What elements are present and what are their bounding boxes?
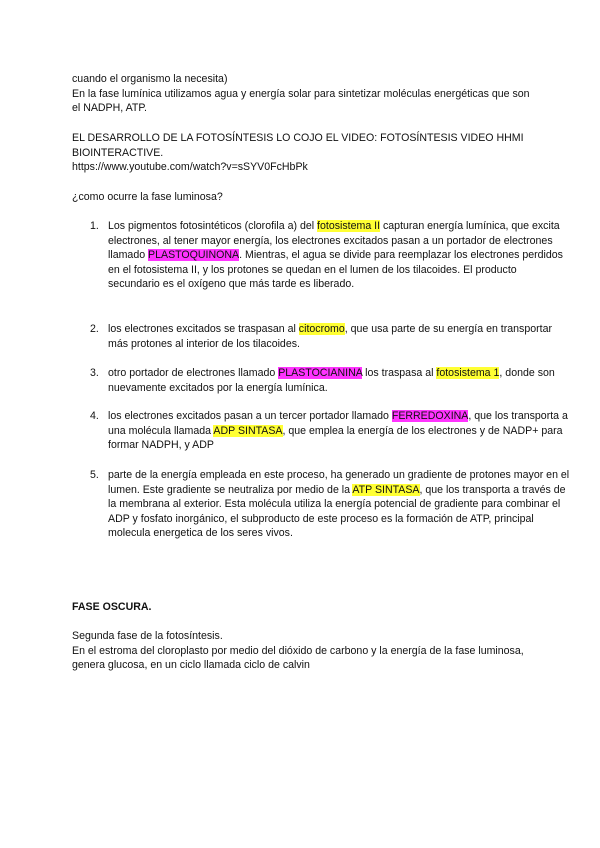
intro-section <box>72 72 532 116</box>
question-section <box>72 190 532 205</box>
step-text: , que los transporta a una molécula llamada <box>108 410 568 437</box>
step-text: capturan energía lumínica, que excita electrones, al tener mayor energía, los electrones excitados pasan a un portador de electrones llamado <box>108 220 560 262</box>
step-text: , que emplea la energía de los electrones y de NADP+ para formar NADPH, y ADP <box>108 424 563 452</box>
dark-phase-line-2: En el estroma del cloroplasto por medio del dióxido de carbono y la energía de la fase luminosa, genera glucosa, en un ciclo llamada ciclo de calvin <box>72 644 524 672</box>
highlight-plastoquinona: PLASTOQUINONA <box>148 249 240 262</box>
highlight-ferredoxina: FERREDOXINA <box>391 410 469 422</box>
highlight-fotosistema-1: fotosistema 1 <box>436 367 500 379</box>
step-item-3 <box>72 366 570 395</box>
step-item-5 <box>72 468 570 541</box>
source-section <box>72 131 532 175</box>
dark-phase-line-1: Segunda fase de la fotosíntesis. <box>72 630 223 642</box>
step-text: parte de la energía empleada en este proceso, ha generado un gradiente de protones mayor en el lumen. Este gradiente se neutraliza por medio de la <box>108 469 570 496</box>
source-url[interactable]: https://www.youtube.com/watch?v=sSYV0FcHbPk <box>72 161 308 174</box>
highlight-citocromo: citocromo <box>298 323 345 335</box>
step-item-4 <box>72 409 570 453</box>
intro-line-1: cuando el organismo la necesita) <box>72 73 228 85</box>
step-text: otro portador de electrones llamado <box>108 367 279 379</box>
step-text: , donde son nuevamente excitados por la energía lumínica. <box>108 367 555 394</box>
highlight-adp-sintasa: ADP SINTASA <box>213 424 283 437</box>
step-item-1 <box>72 219 570 292</box>
step-number: 5. <box>90 469 99 481</box>
step-number: 1. <box>90 220 99 232</box>
step-number: 2. <box>90 323 99 335</box>
step-item-2 <box>72 322 570 351</box>
step-text: los electrones excitados se traspasan al <box>108 323 299 335</box>
step-text: Los pigmentos fotosintéticos (clorofila a) del <box>108 220 318 232</box>
highlight-plastocianina: PLASTOCIANINA <box>278 367 363 379</box>
dark-phase-section <box>72 629 532 673</box>
step-text: los electrones excitados pasan a un tercer portador llamado <box>108 410 392 422</box>
step-text: . Mientras, el agua se divide para reemplazar los electrones perdidos en el fotosistema II, y los protones se quedan en el lumen de los tilacoides. El producto secundario es el oxígeno que más tarde es liberado. <box>108 249 563 291</box>
intro-line-2: En la fase lumínica utilizamos agua y energía solar para sintetizar moléculas energéticas que son el NADPH, ATP. <box>72 87 530 115</box>
step-text: , que usa parte de su energía en transportar más protones al interior de los tilacoides. <box>108 323 553 350</box>
step-number: 4. <box>90 410 99 422</box>
step-number: 3. <box>90 367 99 379</box>
source-title: EL DESARROLLO DE LA FOTOSÍNTESIS LO COJO EL VIDEO: FOTOSÍNTESIS VIDEO HHMI BIOINTERACTIVE. <box>72 132 524 159</box>
step-text: los traspasa al <box>362 367 437 379</box>
step-text: , que los transporta a través de la membrana al exterior. Esta molécula utiliza la energía potencial de gradiente para combinar el ADP y fosfato inorgánico, el subproducto de este proceso es la formación de ATP, principal molecula energetica de los seres vivos. <box>108 483 566 540</box>
dark-phase-heading-section <box>72 600 532 615</box>
highlight-atp-sintasa: ATP SINTASA <box>352 483 420 496</box>
question-heading: ¿como ocurre la fase luminosa? <box>72 191 223 203</box>
dark-phase-title: FASE OSCURA. <box>72 601 152 613</box>
highlight-fotosistema-ii: fotosistema II <box>317 220 381 232</box>
